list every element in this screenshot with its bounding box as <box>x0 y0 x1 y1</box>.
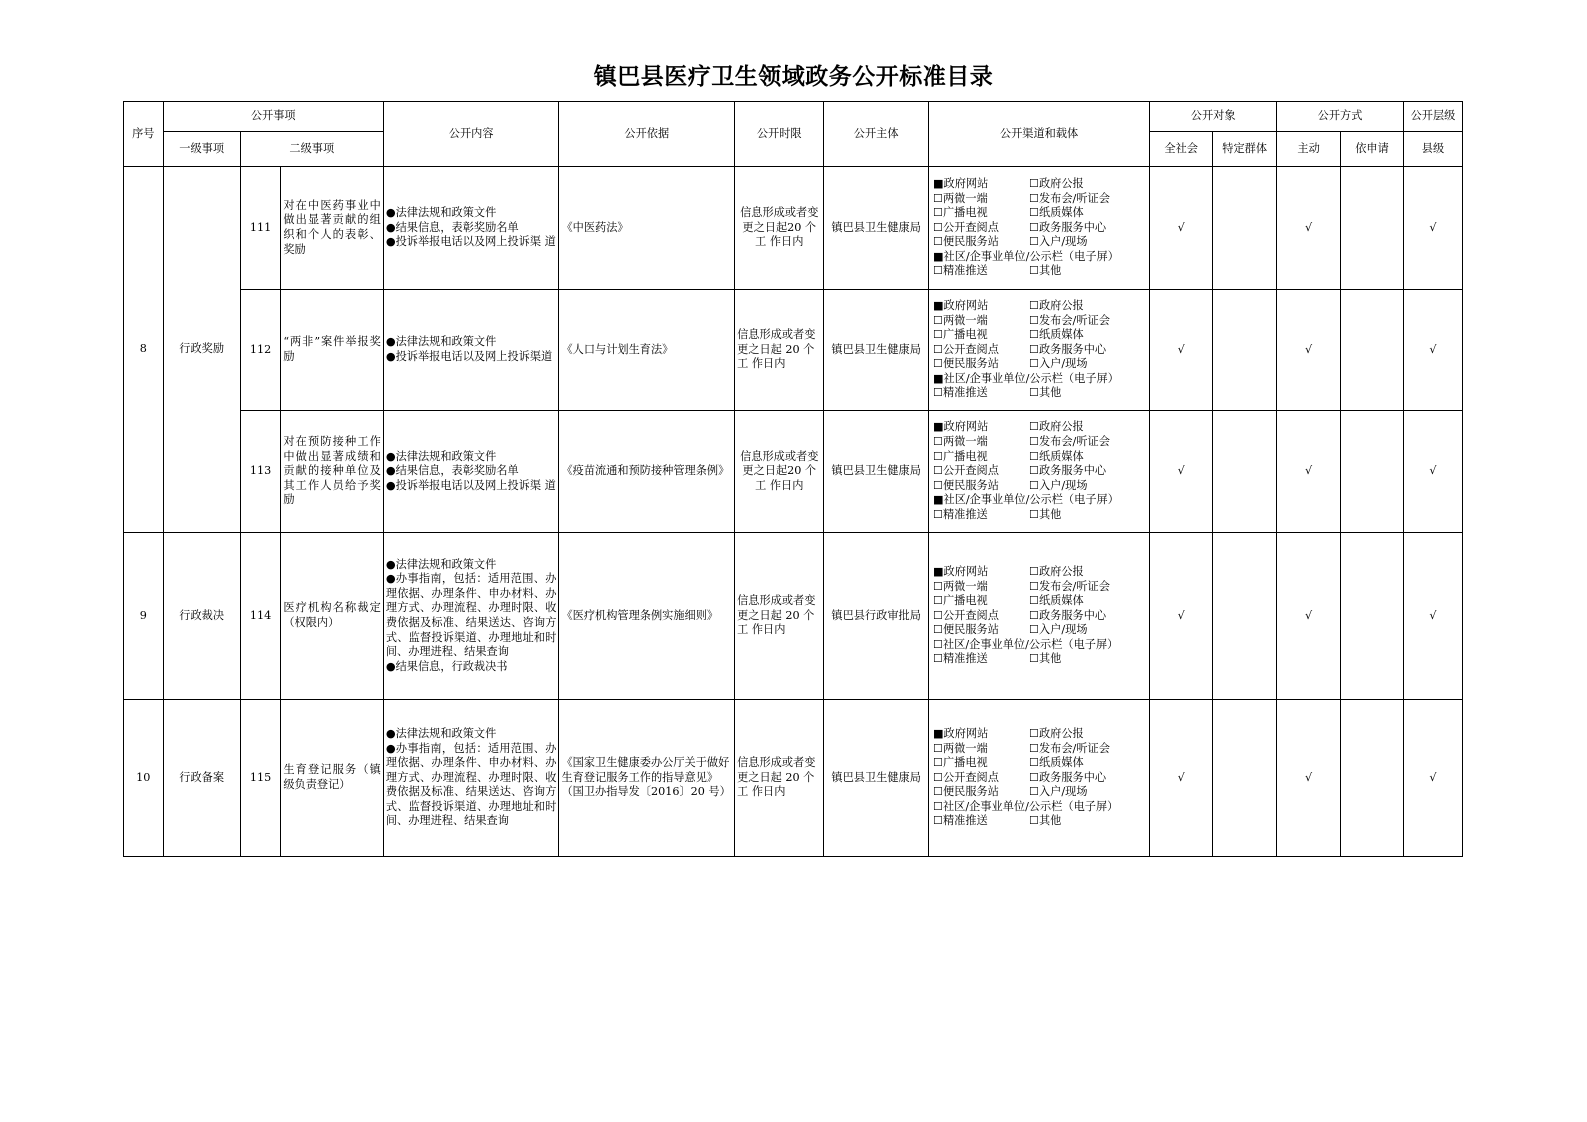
header-level1: 一级事项 <box>163 132 240 167</box>
item-cell: “两非”案件举报奖励 <box>281 290 384 411</box>
channels-cell <box>928 167 1149 290</box>
channel-option: ☐发布会/听证会 <box>1028 191 1110 205</box>
check-county: √ <box>1403 411 1462 533</box>
channel-option: ☐两微一端 <box>932 579 988 593</box>
check-active: √ <box>1277 290 1341 411</box>
subject-cell: 镇巴县卫生健康局 <box>824 290 929 411</box>
header-audience-specific: 特定群体 <box>1213 132 1277 167</box>
content-line: ●结果信息，行政裁决书 <box>385 659 508 673</box>
check-specific <box>1213 290 1277 411</box>
check-request <box>1341 167 1404 290</box>
header-content: 公开内容 <box>383 102 559 167</box>
check-county: √ <box>1403 167 1462 290</box>
channel-option: ☐发布会/听证会 <box>1028 313 1110 327</box>
basis-cell: 《疫苗流通和预防接种管理条例》 <box>559 411 735 533</box>
check-all: √ <box>1150 533 1213 700</box>
channel-option: ☐公开查阅点 <box>932 464 999 478</box>
content-line: ●投诉举报电话以及网上投诉渠 道 <box>385 478 556 492</box>
channel-option: ☐便民服务站 <box>932 478 999 492</box>
content-line: ●投诉举报电话以及网上投诉渠 道 <box>385 235 556 249</box>
content-line: ●法律法规和政策文件 <box>385 206 497 220</box>
content-line: ●法律法规和政策文件 <box>385 449 497 463</box>
channel-option: ☐广播电视 <box>932 594 988 608</box>
table-row <box>124 290 1463 411</box>
time-limit-cell: 信息形成或者变更之日起 20 个工 作日内 <box>735 700 824 857</box>
channel-option: ■社区/企事业单位/公示栏（电子屏） <box>932 493 1119 507</box>
page-title: 镇巴县医疗卫生领域政务公开标准目录 <box>593 63 994 90</box>
content-line: ●办事指南，包括：适用范围、办理依据、办理条件、申办材料、办理方式、办理流程、办理时限、收费依据及标准、结果送达、咨询方式、监督投诉渠道、办理地址和时间、办理进程、结果查询 <box>385 741 557 828</box>
basis-cell: 《医疗机构管理条例实施细则》 <box>559 533 735 700</box>
header-audience: 公开对象 <box>1150 102 1277 132</box>
table-row <box>124 700 1463 857</box>
channel-option: ■政府网站 <box>932 420 989 434</box>
channel-option: ☐政府公报 <box>1028 420 1084 434</box>
channel-option: ☐便民服务站 <box>932 357 999 371</box>
category-cell: 行政裁决 <box>163 533 240 700</box>
channel-option: ☐政务服务中心 <box>1028 342 1107 356</box>
check-request <box>1341 411 1404 533</box>
check-county: √ <box>1403 533 1462 700</box>
channel-option: ☐广播电视 <box>932 449 988 463</box>
content-line: ●法律法规和政策文件 <box>385 335 497 349</box>
channel-option: ☐两微一端 <box>932 741 988 755</box>
channels-cell <box>928 533 1149 700</box>
header-subject: 公开主体 <box>824 102 929 167</box>
item-cell: 对在中医药事业中做出显著贡献的组织和个人的表彰、 奖励 <box>281 167 384 290</box>
item-cell: 对在预防接种工作中做出显著成绩和 贡献的接种单位及 其工作人员给予奖 励 <box>281 411 384 533</box>
content-line: ●结果信息，表彰奖励名单 <box>385 220 519 234</box>
header-time-limit: 公开时限 <box>735 102 824 167</box>
header-method: 公开方式 <box>1277 102 1404 132</box>
channel-option: ■政府网站 <box>932 176 989 190</box>
subject-cell: 镇巴县卫生健康局 <box>824 700 929 857</box>
table-row <box>124 167 1463 290</box>
channel-option: ☐便民服务站 <box>932 235 999 249</box>
channel-option: ☐精准推送 <box>932 264 988 278</box>
item-cell: 医疗机构名称裁定（权限内） <box>281 533 384 700</box>
channel-option: ☐纸质媒体 <box>1028 594 1084 608</box>
channel-option: ☐入户/现场 <box>1028 623 1088 637</box>
channel-option: ☐公开查阅点 <box>932 608 999 622</box>
channel-option: ☐入户/现场 <box>1028 235 1088 249</box>
channel-option: ☐纸质媒体 <box>1028 449 1084 463</box>
channel-option: ☐政府公报 <box>1028 298 1084 312</box>
channel-option: ☐政务服务中心 <box>1028 220 1107 234</box>
subject-cell: 镇巴县行政审批局 <box>824 533 929 700</box>
time-limit-cell: 信息形成或者变 更之日起20 个工 作日内 <box>735 167 824 290</box>
header-audience-all: 全社会 <box>1150 132 1213 167</box>
channel-option: ☐政府公报 <box>1028 564 1084 578</box>
channel-option: ☐入户/现场 <box>1028 478 1088 492</box>
content-cell <box>383 700 559 857</box>
table-row <box>124 533 1463 700</box>
content-line: ●办事指南，包括：适用范围、办理依据、办理条件、申办材料、办理方式、办理流程、办理时限、收费依据及标准、结果送达、咨询方式、监督投诉渠道、办理地址和时间、办理进程、结果查询 <box>385 572 557 659</box>
basis-cell: 《人口与计划生育法》 <box>559 290 735 411</box>
check-all: √ <box>1150 290 1213 411</box>
check-request <box>1341 700 1404 857</box>
time-limit-cell: 信息形成或者变更之日起 20 个工 作日内 <box>735 290 824 411</box>
header-basis: 公开依据 <box>559 102 735 167</box>
channel-option: ☐入户/现场 <box>1028 357 1088 371</box>
content-line: ●结果信息，表彰奖励名单 <box>385 464 519 478</box>
channel-option: ☐两微一端 <box>932 313 988 327</box>
item-cell: 生育登记服务（镇级负责登记） <box>281 700 384 857</box>
header-channels: 公开渠道和载体 <box>928 102 1149 167</box>
channel-option: ☐其他 <box>1028 507 1062 521</box>
channel-option: ☐精准推送 <box>932 386 988 400</box>
channel-option: ☐广播电视 <box>932 328 988 342</box>
channel-option: ☐精准推送 <box>932 814 988 828</box>
basis-cell: 《国家卫生健康委办公厅关于做好生育登记服务工作的指导意见》（国卫办指导发〔2016〕20 号） <box>559 700 735 857</box>
channel-option: ☐纸质媒体 <box>1028 206 1084 220</box>
header-level2: 二级事项 <box>240 132 383 167</box>
header-method-active: 主动 <box>1277 132 1341 167</box>
check-specific <box>1213 167 1277 290</box>
channel-option: ☐政务服务中心 <box>1028 464 1107 478</box>
channel-option: ■社区/企事业单位/公示栏（电子屏） <box>932 249 1119 263</box>
subject-cell: 镇巴县卫生健康局 <box>824 167 929 290</box>
channel-option: ■政府网站 <box>932 564 989 578</box>
content-cell <box>383 167 559 290</box>
header-row-1 <box>124 102 1463 132</box>
channel-option: ☐其他 <box>1028 264 1062 278</box>
channel-option: ☐公开查阅点 <box>932 770 999 784</box>
channel-option: ☐发布会/听证会 <box>1028 579 1110 593</box>
check-specific <box>1213 533 1277 700</box>
channel-option: ☐广播电视 <box>932 206 988 220</box>
content-line: ●投诉举报电话以及网上投诉渠道 <box>385 350 553 363</box>
check-all: √ <box>1150 700 1213 857</box>
content-cell <box>383 411 559 533</box>
channel-option: ☐政府公报 <box>1028 176 1084 190</box>
channel-option: ☐其他 <box>1028 814 1062 828</box>
channel-option: ☐纸质媒体 <box>1028 756 1084 770</box>
check-active: √ <box>1277 411 1341 533</box>
channel-option: ☐其他 <box>1028 386 1062 400</box>
category-cell: 行政备案 <box>163 700 240 857</box>
channel-option: ☐政务服务中心 <box>1028 608 1107 622</box>
code-cell: 114 <box>240 533 281 700</box>
channel-option: ☐两微一端 <box>932 435 988 449</box>
check-request <box>1341 290 1404 411</box>
subject-cell: 镇巴县卫生健康局 <box>824 411 929 533</box>
content-line: ●法律法规和政策文件 <box>385 557 497 571</box>
time-limit-cell: 信息形成或者变更之日起 20 个工 作日内 <box>735 533 824 700</box>
channel-option: ☐精准推送 <box>932 507 988 521</box>
channel-option: ■政府网站 <box>932 298 989 312</box>
channel-option: ☐公开查阅点 <box>932 342 999 356</box>
channel-option: ☐便民服务站 <box>932 785 999 799</box>
content-cell <box>383 290 559 411</box>
header-level: 公开层级 <box>1403 102 1462 132</box>
check-active: √ <box>1277 533 1341 700</box>
check-all: √ <box>1150 411 1213 533</box>
header-method-request: 依申请 <box>1341 132 1404 167</box>
seq-cell: 8 <box>124 167 164 533</box>
content-line: ●法律法规和政策文件 <box>385 726 497 740</box>
channel-option: ☐社区/企事业单位/公示栏（电子屏） <box>932 637 1119 651</box>
channel-option: ☐社区/企事业单位/公示栏（电子屏） <box>932 799 1119 813</box>
check-specific <box>1213 411 1277 533</box>
channel-option: ☐其他 <box>1028 652 1062 666</box>
table-row <box>124 411 1463 533</box>
channel-option: ☐发布会/听证会 <box>1028 741 1110 755</box>
basis-cell: 《中医药法》 <box>559 167 735 290</box>
category-cell: 行政奖励 <box>163 167 240 533</box>
channels-cell <box>928 700 1149 857</box>
channel-option: ☐公开查阅点 <box>932 220 999 234</box>
channel-option: ■政府网站 <box>932 726 989 740</box>
code-cell: 115 <box>240 700 281 857</box>
channel-option: ☐政府公报 <box>1028 726 1084 740</box>
channel-option: ☐纸质媒体 <box>1028 328 1084 342</box>
check-request <box>1341 533 1404 700</box>
seq-cell: 9 <box>124 533 164 700</box>
seq-cell: 10 <box>124 700 164 857</box>
content-cell <box>383 533 559 700</box>
header-level-county: 县级 <box>1403 132 1462 167</box>
channel-option: ☐入户/现场 <box>1028 785 1088 799</box>
channel-option: ☐广播电视 <box>932 756 988 770</box>
time-limit-cell: 信息形成或者变 更之日起20 个工 作日内 <box>735 411 824 533</box>
header-seq: 序号 <box>124 102 164 167</box>
channel-option: ☐政务服务中心 <box>1028 770 1107 784</box>
channel-option: ☐两微一端 <box>932 191 988 205</box>
check-all: √ <box>1150 167 1213 290</box>
header-items: 公开事项 <box>163 102 383 132</box>
code-cell: 113 <box>240 411 281 533</box>
check-county: √ <box>1403 290 1462 411</box>
check-active: √ <box>1277 700 1341 857</box>
check-county: √ <box>1403 700 1462 857</box>
code-cell: 111 <box>240 167 281 290</box>
catalog-table <box>123 101 1463 857</box>
channel-option: ☐发布会/听证会 <box>1028 435 1110 449</box>
channel-option: ■社区/企事业单位/公示栏（电子屏） <box>932 371 1119 385</box>
channels-cell <box>928 290 1149 411</box>
channel-option: ☐便民服务站 <box>932 623 999 637</box>
check-active: √ <box>1277 167 1341 290</box>
code-cell: 112 <box>240 290 281 411</box>
check-specific <box>1213 700 1277 857</box>
channels-cell <box>928 411 1149 533</box>
channel-option: ☐精准推送 <box>932 652 988 666</box>
